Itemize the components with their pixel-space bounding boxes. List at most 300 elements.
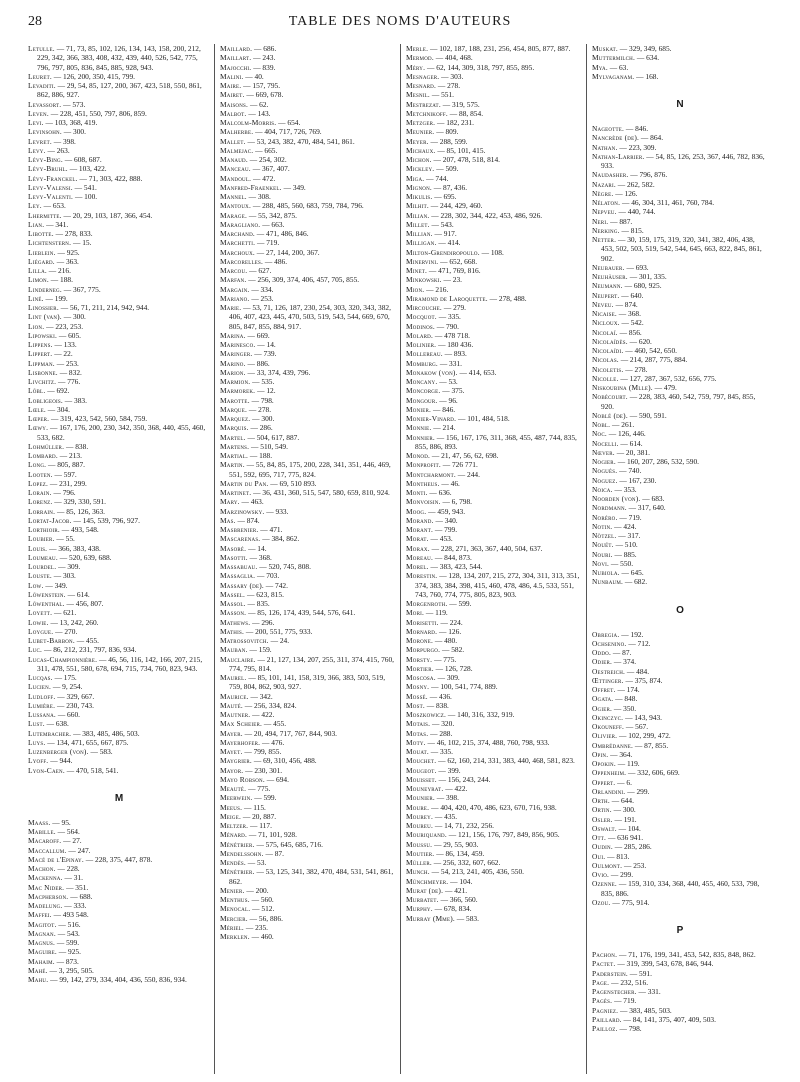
author-name: Marzinowsky. [220, 506, 265, 516]
author-name: Nobécourt. [592, 392, 628, 402]
index-entry [28, 137, 210, 146]
author-name: Luzenberger (von). [28, 747, 89, 756]
page-references: — 278, 488. [487, 293, 527, 303]
author-name: Nocelli. [592, 438, 619, 448]
index-entry [220, 433, 396, 442]
index-entry [406, 266, 582, 275]
page-references: — 575, 645, 685, 716. [254, 839, 323, 849]
page-references: — 688. [68, 891, 93, 901]
index-column-2 [214, 44, 400, 1074]
index-entry [28, 183, 210, 192]
page-references: — 63. [607, 62, 629, 72]
index-entry [592, 198, 768, 207]
page-references: — 100, 541, 774, 889. [429, 682, 498, 692]
page-references: — 925. [56, 947, 81, 957]
author-name: Mouneyrat. [406, 784, 444, 793]
page-references: — 364. [608, 749, 633, 759]
page-references: — 669. [245, 330, 270, 340]
index-entry [592, 355, 768, 364]
author-name: Noorden (von). [592, 494, 641, 503]
author-name: Levy-Valensi. [28, 182, 73, 192]
author-name: Martel. [220, 432, 246, 442]
author-name: Lian. [28, 219, 45, 229]
index-entry [28, 766, 210, 775]
author-name: Löwenthal. [28, 599, 65, 608]
author-name: Moutier. [406, 848, 435, 858]
author-name: Mac Nider. [28, 882, 65, 892]
index-column-3 [400, 44, 586, 1074]
author-name: Loubier. [28, 534, 55, 544]
author-name: Louste. [28, 571, 52, 581]
page-references: — 167, 176, 200, 230, 342, 350, 368, 440, 455, 460, 533, 682. [37, 423, 206, 442]
author-name: Ovio. [592, 870, 610, 879]
page-references: — 873. [54, 956, 79, 966]
index-entry [406, 81, 582, 90]
page-references: — 101, 484, 518. [456, 414, 510, 423]
page-references: — 174. [615, 685, 640, 694]
index-entry [220, 63, 396, 72]
index-entry [406, 137, 582, 146]
index-entry [592, 513, 768, 522]
author-name: Massel. [220, 589, 246, 599]
index-entry [592, 291, 768, 300]
author-name: Niskoubina (Mlle). [592, 383, 653, 392]
author-name: Mériel. [220, 922, 244, 932]
index-entry [28, 331, 210, 340]
author-name: Nicolaïdi. [592, 346, 624, 355]
page-references: — 288, 485, 560, 683, 759, 784, 796. [251, 201, 364, 211]
page-references: — 599. [55, 938, 80, 947]
author-name: Lhermitte. [28, 210, 62, 220]
page-references: — 228, 302, 344, 422, 453, 486, 926. [429, 210, 543, 220]
author-name: Morgenroth. [406, 599, 448, 608]
author-name: Oui. [592, 851, 606, 861]
index-entry [28, 174, 210, 183]
author-name: Mauban. [220, 645, 248, 655]
author-name: Liégard. [28, 256, 55, 266]
index-entry [28, 938, 210, 947]
page-references: — 367, 407. [250, 164, 290, 174]
index-entry [28, 229, 210, 238]
index-entry [406, 63, 582, 72]
page-references: — 87. [263, 848, 284, 858]
index-entry [592, 713, 768, 722]
index-entry [220, 359, 396, 368]
author-name: Majocchi. [220, 62, 252, 72]
author-name: Mocquot. [406, 312, 437, 322]
index-entry [592, 978, 768, 987]
page-references: — 510, 549. [249, 441, 288, 451]
index-entry [406, 312, 582, 321]
author-name: Mahaim. [28, 956, 55, 966]
author-name: Martin. [220, 460, 245, 470]
page-references: — 620. [627, 336, 652, 346]
author-name: Novi. [592, 558, 610, 568]
index-entry [28, 846, 210, 855]
index-entry [406, 220, 582, 229]
page-references: — 349. [281, 182, 306, 192]
index-entry [220, 220, 396, 229]
page-references: — 12. [255, 386, 276, 396]
index-entry [28, 294, 210, 303]
author-name: Macé de l'Epinay. [28, 854, 84, 864]
page-references: — 256, 309, 374, 406, 457, 705, 855. [246, 275, 360, 285]
index-entry [592, 815, 768, 824]
author-name: Nazari. [592, 179, 616, 189]
page-references: — 460. [249, 932, 274, 941]
author-name: Mendès. [220, 858, 246, 867]
index-entry [592, 272, 768, 281]
page-references: — 335. [436, 312, 461, 322]
author-name: Ludloff. [28, 691, 56, 701]
page-references: — 590, 591. [627, 410, 667, 420]
author-name: Metzger. [406, 118, 436, 127]
index-entry [406, 229, 582, 238]
page-references: — 69, 310, 456, 488. [251, 756, 317, 766]
author-name: Manfred-Fraenkel. [220, 182, 282, 192]
author-name: Morant. [406, 525, 434, 534]
page-references: — 300. [250, 414, 275, 423]
index-entry [406, 248, 582, 257]
author-name: Monod. [406, 451, 431, 460]
author-name: Oppenheim. [592, 768, 627, 778]
author-name: Obregia. [592, 629, 620, 639]
author-name: Mauclaire. [220, 654, 256, 664]
index-entry [592, 235, 768, 263]
page-references: — 669, 678. [244, 90, 284, 100]
index-entry [220, 423, 396, 432]
author-name: Naudasher. [592, 170, 629, 180]
author-name: Linderneg. [28, 284, 62, 294]
page-references: — 583. [88, 747, 113, 756]
author-name: Louis. [28, 543, 48, 553]
author-name: Maguire. [28, 947, 57, 957]
author-name: Lorenz. [28, 497, 53, 507]
page-references: — 309. [56, 562, 81, 571]
index-entry [220, 627, 396, 636]
index-entry [28, 386, 210, 395]
author-name: Lipowski. [28, 330, 57, 340]
author-name: Page. [592, 977, 610, 987]
author-name: Nicolas. [592, 355, 619, 365]
index-entry [220, 100, 396, 109]
page-references: — 182, 231. [435, 118, 474, 127]
page-references: — 353. [612, 484, 637, 494]
author-name: Michon. [406, 155, 432, 164]
page-references: — 573. [61, 99, 86, 109]
index-entry [28, 164, 210, 173]
index-entry [220, 784, 396, 793]
index-entry [220, 183, 396, 192]
page-references: — 874. [613, 299, 638, 309]
page-references: — 33, 374, 439, 796. [245, 367, 311, 377]
index-entry [28, 864, 210, 873]
index-entry [592, 346, 768, 355]
author-name: Mary. [220, 497, 240, 507]
page-references: — 213. [57, 451, 82, 460]
index-entry [220, 636, 396, 645]
author-name: Nicoletis. [592, 364, 624, 374]
page-references: — 520, 745, 808. [257, 562, 311, 571]
author-name: Löwenstein. [28, 589, 66, 599]
index-entry [28, 109, 210, 118]
index-entry [220, 497, 396, 506]
page-references: — 799, 855. [242, 747, 282, 756]
author-name: Méry. [406, 62, 426, 72]
page-references: — 87, 436. [431, 182, 468, 192]
author-name: Mouchet. [406, 756, 437, 766]
index-entry [220, 544, 396, 553]
index-entry [220, 229, 396, 238]
author-name: Ogier. [592, 703, 613, 713]
author-name: Meerwein. [220, 793, 253, 803]
author-name: Mesnard. [406, 81, 437, 90]
index-entry [592, 152, 768, 171]
page-references: — 838. [64, 441, 89, 451]
author-name: Muttermilch. [592, 53, 636, 63]
author-name: Nepveu. [592, 207, 617, 217]
page-references: — 102, 299, 472. [617, 731, 671, 741]
page-references: — 645. [619, 568, 644, 577]
page-references: — 228, 451, 550, 797, 806, 859. [48, 108, 147, 118]
index-entry [592, 420, 768, 429]
page-references: — 14. [246, 543, 267, 553]
page-references: — 638. [44, 719, 69, 729]
page-references: — 885. [612, 549, 637, 559]
index-entry [220, 201, 396, 210]
index-entry [220, 812, 396, 821]
author-name: Neveu. [592, 299, 614, 309]
index-entry [592, 466, 768, 475]
author-name: Magnan. [28, 928, 56, 938]
page-references: — 126, 200, 350, 415, 799. [51, 71, 136, 81]
page-references: — 665. [253, 145, 278, 155]
index-entry [28, 883, 210, 892]
author-name: Loygue. [28, 626, 54, 636]
index-entry [592, 676, 768, 685]
index-entry [406, 738, 582, 747]
page-references: — 303. [439, 71, 464, 81]
page-references: — 479. [652, 383, 677, 392]
author-name: Morel. [406, 562, 429, 571]
author-name: Margain. [220, 284, 250, 294]
page-references: — 340. [433, 515, 458, 525]
index-entry [28, 266, 210, 275]
author-name: Mosny. [406, 682, 430, 692]
page-references: — 421. [443, 885, 468, 895]
index-entry [220, 932, 396, 941]
index-entry [220, 211, 396, 220]
index-entry [406, 877, 582, 886]
author-name: Meunier. [406, 127, 435, 137]
author-name: Maragliano. [220, 219, 261, 229]
page-references: — 453. [428, 534, 453, 544]
index-entry [28, 701, 210, 710]
author-name: Ortin. [592, 805, 612, 815]
index-entry [406, 729, 582, 738]
page-references: — 71, 303, 422, 888. [77, 173, 143, 183]
author-name: Ogata. [592, 694, 614, 704]
page-references: — 480. [433, 636, 458, 645]
page-references: — 455. [74, 636, 99, 645]
author-name: Masoré. [220, 543, 247, 553]
index-entry [28, 146, 210, 155]
index-entry [592, 53, 768, 62]
author-name: Mollereau. [406, 349, 443, 359]
page-references: — 404, 420, 470, 486, 623, 670, 716, 938. [429, 802, 557, 812]
author-name: Oswalt. [592, 823, 617, 833]
author-name: Malcolm-Morris. [220, 118, 277, 127]
index-column-4 [586, 44, 772, 1074]
author-name: Mickley. [406, 164, 435, 174]
author-name: Machon. [28, 864, 56, 873]
index-entry [406, 479, 582, 488]
author-name: Marchoux. [220, 247, 255, 257]
page-references: — 796, 876. [628, 170, 668, 180]
page-references: — 813. [605, 851, 630, 861]
index-entry [592, 870, 768, 879]
index-entry [406, 164, 582, 173]
page-references: — 145, 539, 796, 927. [71, 515, 140, 525]
index-entry [220, 238, 396, 247]
page-references: — 541. [72, 182, 97, 192]
page-references: — 224. [438, 617, 463, 627]
index-entry [28, 655, 210, 674]
page-references: — 874. [235, 515, 260, 525]
page-references: — 484. [625, 666, 650, 676]
index-entry [28, 396, 210, 405]
page-references: — 383, 485, 503. [618, 1005, 672, 1015]
index-entry [28, 710, 210, 719]
page-references: — 127, 287, 367, 532, 656, 775. [618, 373, 717, 383]
index-entry [406, 109, 582, 118]
page-references: — 520, 639, 688. [57, 552, 112, 562]
index-entry [406, 423, 582, 432]
page-references: — 582. [440, 645, 465, 655]
author-name: Meyer. [406, 136, 429, 146]
page-references: — 463. [239, 497, 264, 507]
author-name: Nicloux. [592, 318, 620, 328]
index-entry [592, 457, 768, 466]
index-entry [592, 759, 768, 768]
author-name: Massol. [220, 599, 246, 608]
page-references: — 180 436. [436, 340, 474, 349]
index-entry [592, 170, 768, 179]
index-entry [406, 904, 582, 913]
index-entry [220, 164, 396, 173]
index-entry [28, 929, 210, 938]
page-references: — 893. [442, 349, 467, 359]
page-references: — 256, 334, 824. [242, 700, 297, 710]
index-entry [28, 275, 210, 284]
index-entry [220, 821, 396, 830]
author-name: Neumann. [592, 281, 623, 291]
author-name: Mestrezat. [406, 99, 441, 109]
index-entry [406, 525, 582, 534]
author-name: Meige. [220, 811, 242, 821]
index-entry [592, 1006, 768, 1015]
index-entry [220, 340, 396, 349]
page-references: — 367, 775. [61, 284, 101, 294]
index-entry [406, 756, 582, 765]
page-references: — 543. [429, 219, 454, 229]
index-entry [28, 155, 210, 164]
index-entry [220, 608, 396, 617]
author-name: Liné. [28, 293, 44, 303]
author-name: Noguez. [592, 475, 618, 485]
index-entry [406, 44, 582, 53]
author-name: Neuhäuser. [592, 272, 628, 281]
page-references: — 456, 807. [64, 599, 104, 608]
author-name: Lumière. [28, 700, 56, 710]
index-entry [28, 516, 210, 525]
author-name: Mermod. [406, 53, 434, 63]
page-references: — 263. [45, 145, 70, 155]
index-entry [406, 571, 582, 599]
page-references: — 614. [618, 438, 643, 448]
page-references: — 244. [455, 469, 480, 479]
index-entry [28, 100, 210, 109]
author-name: Massaglia. [220, 571, 256, 581]
index-entry [28, 645, 210, 654]
index-entry [592, 328, 768, 337]
author-name: Lyon-Caen. [28, 765, 65, 775]
page-references: — 88, 854. [447, 108, 484, 118]
author-name: Ley. [28, 201, 42, 211]
page-references: — 192. [619, 629, 644, 639]
index-entry [592, 861, 768, 870]
index-entry [28, 322, 210, 331]
index-entry [220, 81, 396, 90]
page-references: — 375. [440, 386, 465, 396]
page-references: — 115. [242, 802, 266, 812]
page-references: — 36, 431, 360, 515, 547, 580, 659, 810, 924. [251, 488, 390, 497]
author-name: Massabuau. [220, 562, 258, 571]
author-name: Montcharmont. [406, 469, 456, 479]
index-entry [28, 855, 210, 864]
index-entry [28, 368, 210, 377]
page-references: — 383. [62, 395, 87, 405]
page-references: — 53, 243, 382, 470, 484, 541, 861. [245, 136, 355, 146]
page-references: — 925. [55, 247, 80, 257]
index-entry [28, 118, 210, 127]
author-name: Nerking. [592, 225, 620, 235]
index-entry [220, 516, 396, 525]
index-entry [592, 540, 768, 549]
author-name: Martinet. [220, 488, 252, 497]
page-references: — 103, 422. [67, 164, 107, 174]
author-name: Levy. [28, 145, 46, 155]
author-name: Morat. [406, 534, 429, 544]
index-entry [406, 599, 582, 608]
index-entry [28, 488, 210, 497]
author-name: Lubet-Barbon. [28, 636, 75, 645]
author-name: Morone. [406, 636, 434, 645]
page-references: — 567. [624, 722, 649, 731]
index-entry [220, 904, 396, 913]
author-name: Offret. [592, 685, 616, 694]
page-references: — 775. [246, 784, 271, 793]
index-entry [406, 867, 582, 876]
author-name: Lippens. [28, 340, 53, 349]
page-references: — 349. [43, 580, 68, 590]
page-references: — 471, 486, 846. [254, 229, 309, 238]
author-name: Lœle. [28, 404, 46, 414]
author-name: Moog. [406, 506, 427, 516]
index-columns [28, 44, 772, 1074]
author-name: Merle. [406, 44, 429, 53]
index-entry [592, 365, 768, 374]
